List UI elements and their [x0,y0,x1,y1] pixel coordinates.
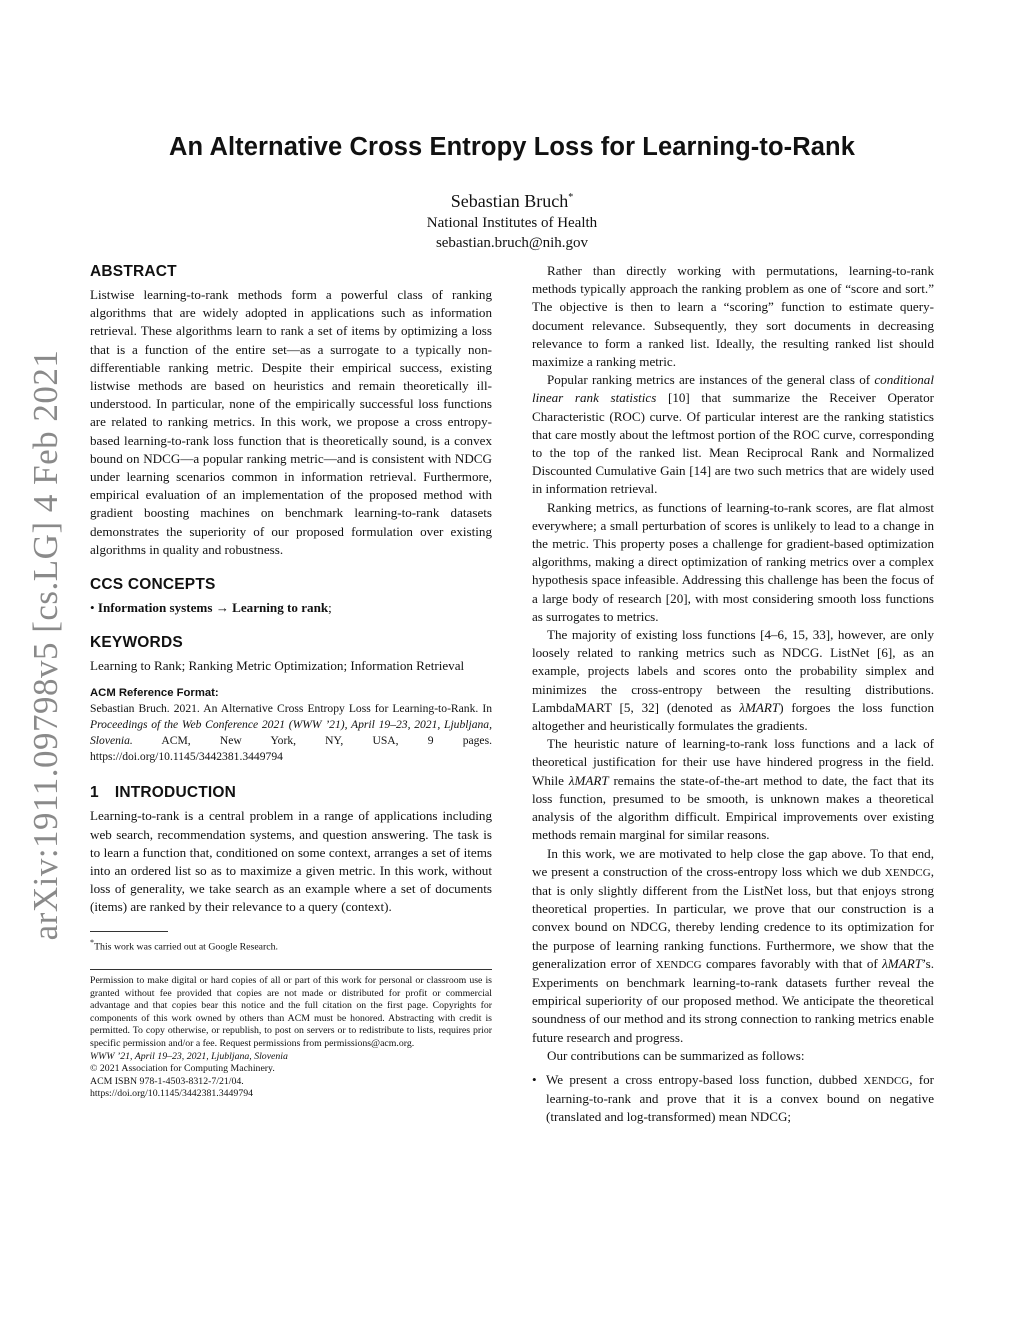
reference-format-label: ACM Reference Format: [90,687,219,700]
footnote: *This work was carried out at Google Research. [90,937,278,952]
doi-line: https://doi.org/10.1145/3442381.3449794 [90,1088,254,1100]
left-column [90,262,492,1101]
body-paragraph-7: Our contributions can be summarized as follows: [547,1047,805,1063]
abstract-text: Listwise learning-to-rank methods form a powerful class of ranking algorithms that are widely adopted in applications such as information retrieval. These algorithms learn to rank a set of items by optimizing a loss that is a function of the entire set—as a surrogate to a typically non-differentiable ranking metric. Despite their empirical success, existing listwise methods are based on heuristics and remain theoretically ill-understood. In particular, none of the empirically successful loss functions are related to ranking metrics. In this work, we propose a cross entropy-based learning-to-rank loss function that is theoretically sound, is a convex bound on NDCG—a popular ranking metric—and is consistent with NDCG under learning scenarios common in information retrieval. Furthermore, empirical evaluation of an implementation of the proposed method with gradient boosting machines on benchmark learning-to-rank datasets demonstrates the superiority of our proposed formulation over existing algorithms in quality and robustness. [90,287,492,557]
lambdamart-symbol: λMART [882,955,922,971]
author-block [212,186,812,253]
arxiv-identifier-text: arXiv:1911.09798v5 [cs.LG] 4 Feb 2021 [26,349,65,941]
xendcg-symbol: XENDCG [655,958,702,971]
xendcg-symbol: XENDCG [884,866,931,879]
keywords-text: Learning to Rank; Ranking Metric Optimization; Information Retrieval [90,658,465,674]
reference-venue: Proceedings of the Web Conference 2021 (WWW ’21), April 19–23, 2021, Ljubljana, Slovenia. [90,718,492,748]
author-footnote-mark: * [568,192,574,203]
lambdamart-symbol: λMART [568,772,609,788]
ccs-arrow: → [215,600,229,616]
permission-rule [90,969,492,970]
ccs-heading: CCS CONCEPTS [90,576,216,594]
list-item: • We present a cross entropy-based loss function, dubbed XENDCG, for learning-to-rank and prove that it is a convex bound on negative (translated and log-transformed) mean NDCG; [532,1071,934,1127]
author-name: Sebastian Bruch* [450,191,574,211]
body-paragraph-4: The majority of existing loss functions [4–6, 15, 33], however, are only loosely related to ranking metrics such as NDCG. ListNet [6], as an example, projects labels and scores onto the probability simplex and minimizes the cross-entropy between the resulting distributions. LambdaMART [5, 32] (denoted as λMART) forgoes the loss function altogether and heuristically formulates the gradients. [532,627,934,734]
introduction-paragraph-1: Learning-to-rank is a central problem in a range of applications including web search, recommendation systems, and question answering. The task is to learn a function that, conditioned on some context, arranges a set of items into an ordered list so as to maximize a given metric. In this work, without loss of generality, we take search as an example where a set of documents (items) are ranked by their relevance to a query (context). [90,808,492,915]
conference-line: WWW ’21, April 19–23, 2021, Ljubljana, Slovenia [90,1050,288,1062]
reference-format-text: Sebastian Bruch. 2021. An Alternative Cross Entropy Loss for Learning-to-Rank. In Proceedings of the Web Conference 2021 (WWW ’21), April 19–23, 2021, Ljubljana, Slovenia. ACM, New York, NY, USA, 9 pages. https://doi.org/10.1145/3442381.3449794 [90,702,492,764]
contributions-list [532,1071,934,1127]
copyright-line: © 2021 Association for Computing Machinery. [90,1063,275,1075]
body-paragraph-5: The heuristic nature of learning-to-rank loss functions and a lack of theoretical justification for their use have hindered progress in the field. While λMART remains the state-of-the-art method to date, the fact that its loss function, presumed to be smooth, is unknown makes a theoretical analysis of the algorithm difficult. Empirical improvements over existing methods remain marginal for similar reasons. [532,736,934,843]
body-paragraph-2: Popular ranking metrics are instances of the general class of conditional linear rank statistics [10] that summarize the Receiver Operator Characteristic (ROC) curve. Of particular interest are the ranking statistics that care mostly about the leftmost portion of the ROC curve, corresponding to the top of the ranked list. Mean Reciprocal Rank and Normalized Discounted Cumulative Gain [14] are two such metrics that are widely used in information retrieval. [532,372,934,497]
xendcg-symbol: XENDCG [863,1074,910,1087]
ccs-concepts-line: • Information systems → Learning to rank; [90,600,332,616]
footnote-rule [90,931,168,932]
right-column [532,262,934,1127]
isbn-line: ACM ISBN 978-1-4503-8312-7/21/04. [90,1075,244,1087]
body-paragraph-6: In this work, we are motivated to help close the gap above. To that end, we present a construction of the cross-entropy loss which we dub XENDCG, that is only slightly different from the ListNet loss, but that enjoys strong theoretical properties. In particular, we prove that our construction is a convex bound on NDCG, thereby lending credence to its optimization for the purpose of learning ranking functions. Furthermore, we show that the generalization error of XENDCG compares favorably with that of λMART’s. Experiments on benchmark learning-to-rank datasets further reveal the empirical superiority of our proposed method. We anticipate the theoretical soundness of our method and its strong connection to ranking metrics enable future research and progress. [532,845,934,1045]
body-paragraph-1: Rather than directly working with permutations, learning-to-rank methods typically approach the ranking problem as one of “score and sort.” The objective is then to learn a “scoring” function to estimate query-document relevance. Subsequently, they sort documents in decreasing relevance to form a ranked list. Ideally, the resulting ranked list should maximize a ranking metric. [532,263,934,370]
body-paragraph-3: Ranking metrics, as functions of learning-to-rank scores, are flat almost everywhere; a small perturbation of scores is unlikely to lead to a change in the metric. This property poses a challenge for gradient-based optimization algorithms, making a direct optimization of ranking metrics over a complex hypothesis space infeasible. Addressing this challenge has been the focus of a large body of research [20], with most considering smooth loss functions as surrogates to metrics. [532,499,934,624]
ccs-concept: Information systems [97,600,213,616]
lambdamart-symbol: λMART [739,699,780,715]
introduction-heading: 1 INTRODUCTION [90,784,237,802]
permission-notice: Permission to make digital or hard copies of all or part of this work for personal or classroom use is granted without fee provided that copies are not made or distributed for profit or commercial advantage and that copies bear this notice and the full citation on the first page. Copyrights for components of this work owned by others than ACM must be honored. Abstracting with credit is permitted. To copy otherwise, or republish, to post on servers or to redistribute to lists, requires prior specific permission and/or a fee. Request permissions from permissions@acm.org. [90,974,492,1049]
author-email: sebastian.bruch@nih.gov [435,235,589,251]
author-affiliation: National Institutes of Health [426,215,598,231]
abstract-heading: ABSTRACT [90,263,177,280]
keywords-heading: KEYWORDS [90,634,183,652]
paper-title: An Alternative Cross Entropy Loss for Learning-to-Rank [169,133,855,161]
ccs-subconcept: Learning to rank [232,600,329,616]
